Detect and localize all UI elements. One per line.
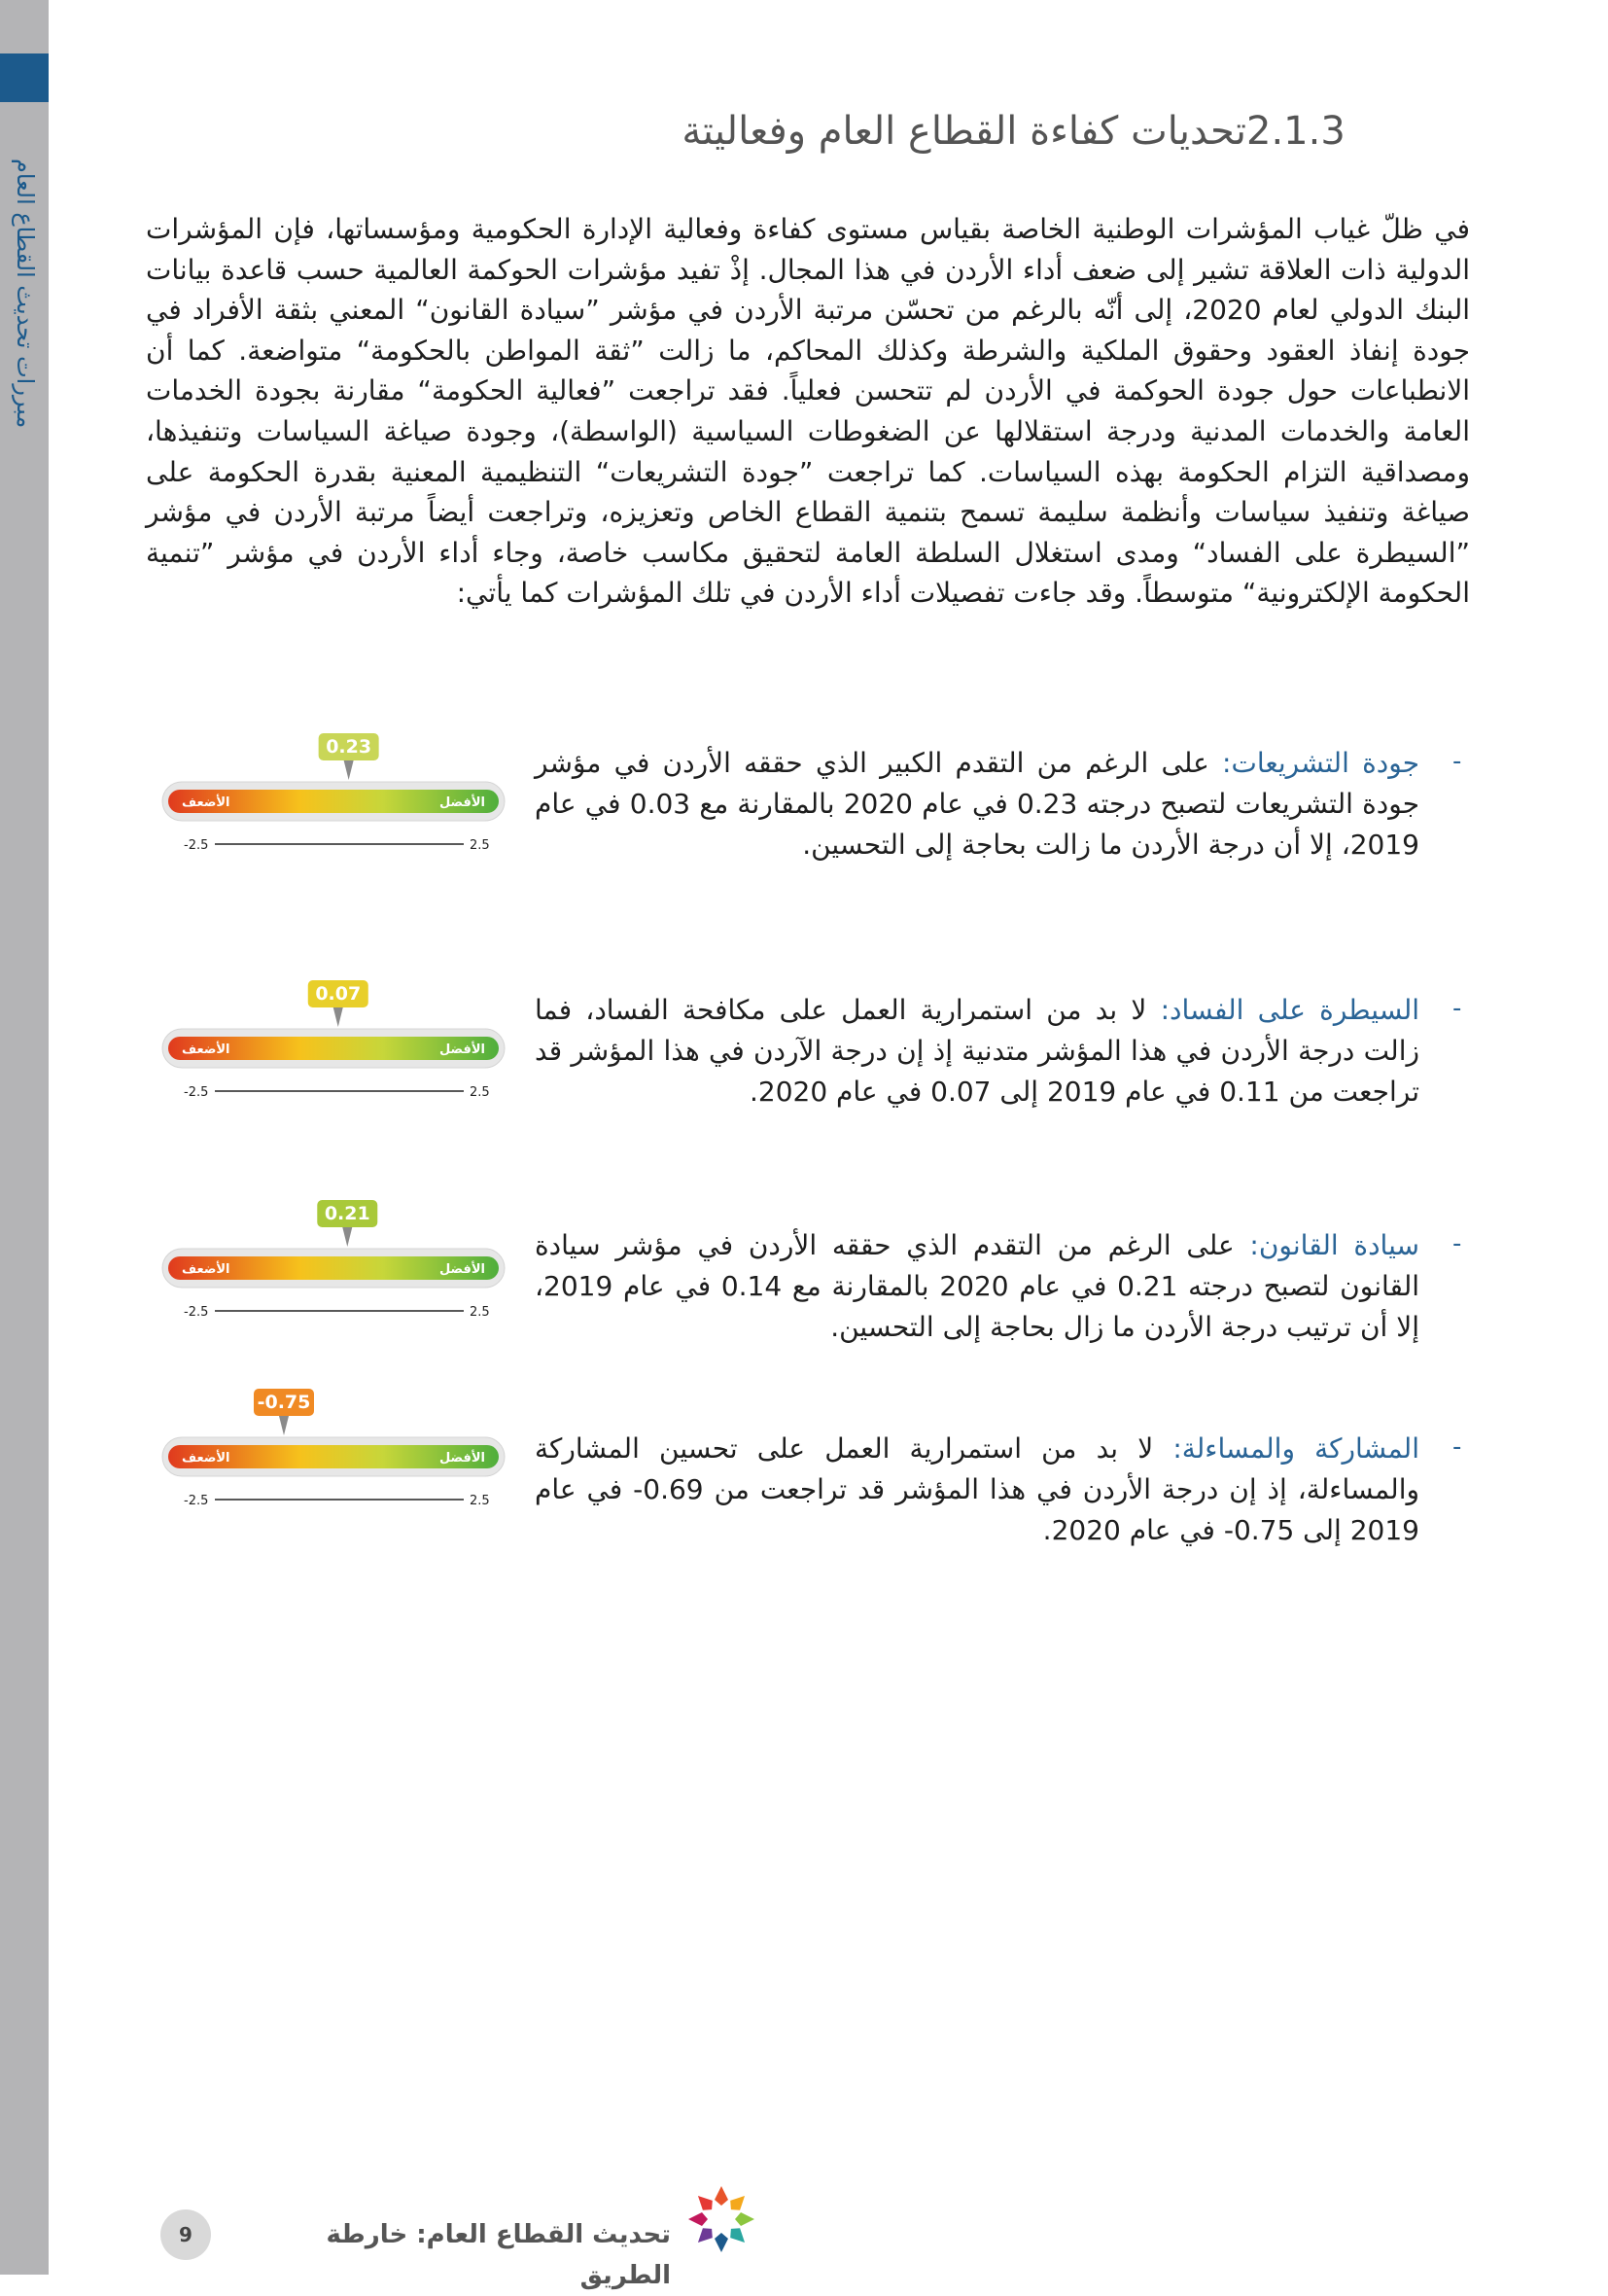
item-label: سيادة القانون:	[1249, 1229, 1419, 1261]
gauge-value-text: 0.21	[324, 1203, 370, 1224]
gauge-max-label: 2.5	[470, 1494, 490, 1508]
gauge-max-label: 2.5	[470, 838, 490, 853]
gauge-marker-pin	[279, 1416, 289, 1435]
gauge-value-text: 0.23	[326, 736, 372, 758]
gauge-svg	[160, 967, 510, 1103]
section-number: 2.1.3	[1246, 109, 1346, 154]
gauge-marker-pin	[333, 1007, 343, 1027]
gauge-worst-label: الأضعف	[182, 1451, 230, 1466]
item-body: لا بد من استمرارية العمل على مكافحة الفساد، فما زالت درجة الأردن في هذا المؤشر متدنية إذ إن درجة الآردن في هذا المؤشر قد تراجعت من 0.11 في عام 2019 إلى 0.07 في عام 2020.	[535, 994, 1419, 1108]
section-heading	[583, 97, 1470, 165]
bullet-dash: -	[1452, 1229, 1462, 1258]
gauge-svg	[160, 720, 510, 856]
gauge-value-text: 0.07	[315, 983, 362, 1005]
page-number-badge	[160, 2209, 211, 2260]
gauge-min-label: -2.5	[184, 838, 209, 853]
gauge-min-label: -2.5	[184, 1085, 209, 1100]
page-number: 9	[179, 2223, 192, 2246]
gauge-svg	[160, 1186, 510, 1323]
section-title: تحديات كفاءة القطاع العام وفعاليتة	[682, 109, 1246, 154]
indicator-item-regulatory-quality	[535, 743, 1419, 865]
bullet-dash: -	[1452, 1432, 1462, 1462]
gauge-max-label: 2.5	[470, 1085, 490, 1100]
gauge-worst-label: الأضعف	[182, 1042, 230, 1057]
item-label: المشاركة والمساءلة:	[1172, 1432, 1419, 1465]
bullet-dash: -	[1452, 994, 1462, 1023]
item-label: السيطرة على الفساد:	[1160, 994, 1420, 1026]
item-body: لا بد من استمرارية العمل على تحسين المشاركة والمساءلة، إذ إن درجة الأردن في هذا المؤشر قد تراجعت من 0.69- في عام 2019 إلى 0.75- في عام 2020.	[535, 1432, 1419, 1546]
item-body: على الرغم من التقدم الذي حققه الأردن في مؤشر سيادة القانون لتصبح درجته 0.21 في عام 2020 بالمقارنة مع 0.14 في عام 2019، إلا أن ترتيب درجة الأردن ما زال بحاجة إلى التحسين.	[535, 1229, 1420, 1343]
gauge-worst-label: الأضعف	[182, 1262, 230, 1277]
gauge-best-label: الأفضل	[438, 795, 485, 810]
gauge-regulatory-quality	[160, 720, 510, 856]
indicator-item-voice-accountability	[535, 1429, 1419, 1551]
sidebar-section-label: مبررات تحديث القطاع العام	[12, 158, 39, 428]
gauge-best-label: الأفضل	[438, 1042, 485, 1057]
gauge-voice-accountability	[160, 1375, 510, 1511]
gauge-best-label: الأفضل	[438, 1451, 485, 1466]
gauge-min-label: -2.5	[184, 1305, 209, 1320]
gauge-marker-pin	[344, 760, 354, 780]
intro-paragraph: في ظلّ غياب المؤشرات الوطنية الخاصة بقياس مستوى كفاءة وفعالية الإدارة الحكومية ومؤسساتها، فإن المؤشرات الدولية ذات العلاقة تشير إلى ضعف أداء الأردن في هذا المجال. إذْ تفيد مؤشرات الحوكمة العالمية حسب قاعدة بيانات البنك الدولي لعام 2020، إلى أنّه بالرغم من تحسّن مرتبة الأردن في مؤشر ”سيادة القانون“ المعني بثقة الأفراد في جودة إنفاذ العقود وحقوق الملكية والشرطة وكذلك المحاكم، ما زالت ”ثقة المواطن بالحكومة“ متواضعة. كما أن الانطباعات حول جودة الحوكمة في الأردن لم تتحسن فعلياً. فقد تراجعت ”فعالية الحكومة“ مقارنة بجودة الخدمات العامة والخدمات المدنية ودرجة استقلالها عن الضغوطات السياسية (الواسطة)، وجودة صياغة السياسات وتنفيذها، ومصداقية التزام الحكومة بهذه السياسات. كما تراجعت ”جودة التشريعات“ التنظيمية المعنية بقدرة الحكومة على صياغة وتنفيذ سياسات وأنظمة سليمة تسمح بتنمية القطاع الخاص وتعزيزه، وتراجعت أيضاً مرتبة الأردن في مؤشر ”السيطرة على الفساد“ ومدى استغلال السلطة العامة لتحقيق مكاسب خاصة، وجاء أداء الأردن في مؤشر ”تنمية الحكومة الإلكترونية“ متوسطاً. وقد جاءت تفصيلات أداء الأردن في تلك المؤشرات كما يأتي:	[146, 213, 1471, 610]
gauge-max-label: 2.5	[470, 1305, 490, 1320]
item-body: على الرغم من التقدم الكبير الذي حققه الأردن في مؤشر جودة التشريعات لتصبح درجته 0.23 في عام 2020 بالمقارنة مع 0.03 في عام 2019، إلا أن درجة الأردن ما زالت بحاجة إلى التحسين.	[535, 747, 1420, 861]
footer-title: تحديث القطاع العام: خارطة الطريق	[326, 2220, 671, 2290]
gauge-rule-of-law	[160, 1186, 510, 1323]
side-accent-block	[0, 53, 49, 102]
item-label: جودة التشريعات:	[1222, 747, 1420, 779]
gauge-control-of-corruption	[160, 967, 510, 1103]
gauge-worst-label: الأضعف	[182, 795, 230, 810]
gauge-value-text: -0.75	[257, 1392, 311, 1413]
indicator-item-control-of-corruption	[535, 990, 1419, 1113]
bullet-dash: -	[1452, 747, 1462, 776]
gauge-min-label: -2.5	[184, 1494, 209, 1508]
indicator-item-rule-of-law	[535, 1225, 1419, 1348]
gauge-best-label: الأفضل	[438, 1262, 485, 1277]
gauge-svg	[160, 1375, 510, 1511]
gauge-marker-pin	[342, 1227, 352, 1247]
program-logo-icon	[681, 2178, 762, 2260]
